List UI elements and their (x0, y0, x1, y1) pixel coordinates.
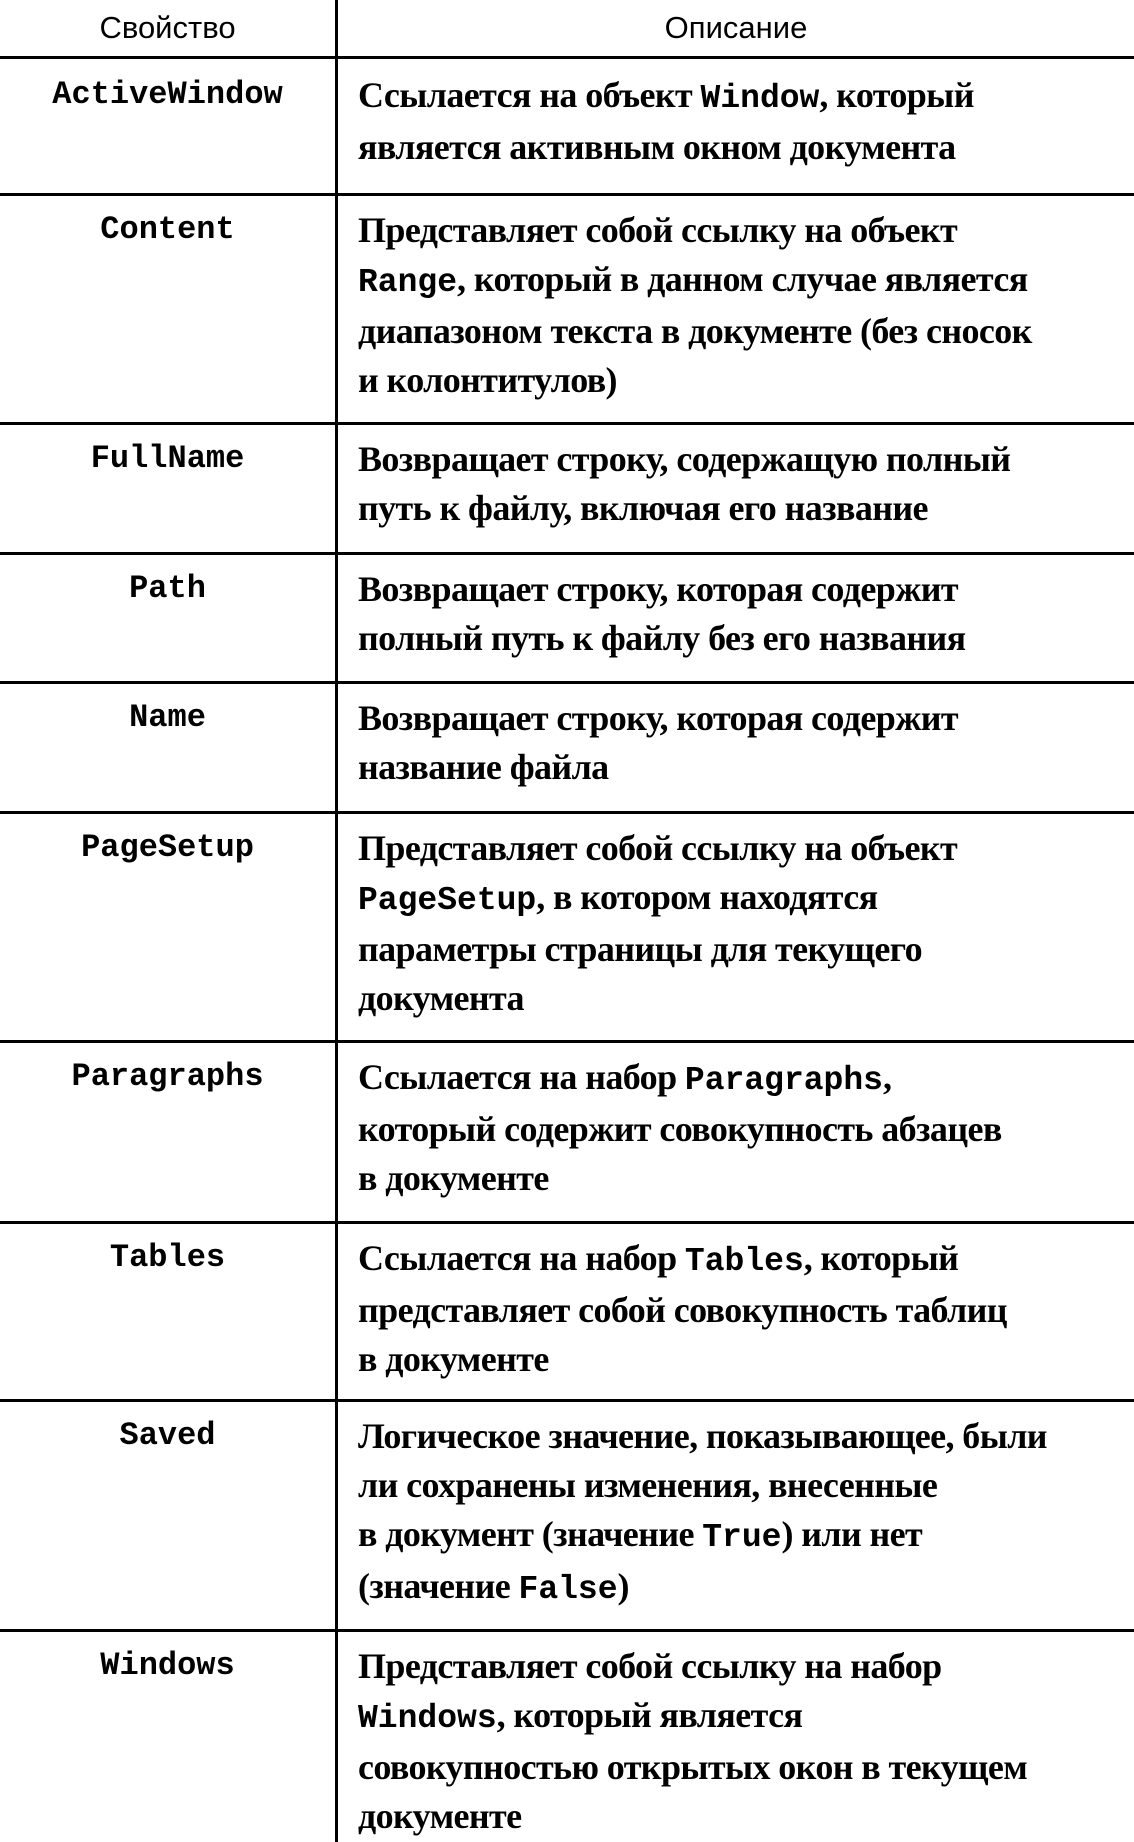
property-description (358, 206, 1128, 405)
description-text: Представляет собой ссылку на набор (358, 1646, 942, 1686)
description-line (358, 255, 1128, 307)
property-description (358, 824, 1128, 1023)
description-text: Ссылается на набор (358, 1238, 685, 1278)
description-line (358, 925, 1128, 974)
description-text: Представляет собой ссылку на объект (358, 828, 958, 868)
description-line (358, 1412, 1128, 1461)
description-line (358, 123, 1128, 172)
property-description (358, 71, 1128, 172)
description-line (358, 356, 1128, 405)
code-term: Tables (684, 1243, 804, 1280)
description-line (358, 1154, 1128, 1203)
description-text: который содержит совокупность абзацев (358, 1109, 1002, 1149)
property-description (358, 1412, 1128, 1614)
description-text: Возвращает строку, которая содержит (358, 569, 958, 609)
description-line (358, 1562, 1128, 1614)
table-row (0, 59, 1134, 194)
code-term: Range (358, 264, 458, 301)
description-line (358, 1691, 1128, 1743)
description-text: , (882, 1057, 892, 1097)
table-row (0, 423, 1134, 553)
description-line (358, 307, 1128, 356)
property-name: FullName (90, 440, 245, 477)
description-line (358, 71, 1128, 123)
description-line (358, 1335, 1128, 1384)
description-text: ) или нет (781, 1514, 923, 1554)
description-text: Возвращает строку, которая содержит (358, 698, 958, 738)
description-text: Логическое значение, показывающее, были (358, 1416, 1047, 1456)
description-text: документа (358, 978, 524, 1018)
description-text: документе (358, 1796, 522, 1836)
description-text: ) (617, 1566, 629, 1606)
table-row (0, 682, 1134, 812)
table-row (0, 553, 1134, 682)
description-text: (значение (358, 1566, 519, 1606)
description-line (358, 1234, 1128, 1286)
description-line (358, 614, 1128, 663)
property-description (358, 1234, 1128, 1384)
description-text: является активным окном документа (358, 127, 956, 167)
description-text: в документе (358, 1158, 549, 1198)
description-line (358, 1105, 1128, 1154)
description-line (358, 1461, 1128, 1510)
description-line (358, 694, 1128, 743)
property-description (358, 1642, 1128, 1841)
description-line (358, 484, 1128, 533)
property-name: Content (100, 211, 235, 248)
property-name: Paragraphs (71, 1058, 264, 1095)
description-line (358, 824, 1128, 873)
description-line (358, 435, 1128, 484)
property-description (358, 694, 1128, 792)
description-line (358, 974, 1128, 1023)
description-text: , который является (496, 1695, 803, 1735)
description-text: Ссылается на объект (358, 75, 701, 115)
table-row (0, 1400, 1134, 1630)
description-text: и колонтитулов) (358, 360, 617, 400)
header-property: Свойство (99, 10, 236, 45)
table-row (0, 194, 1134, 423)
description-line (358, 206, 1128, 255)
description-text: , который (819, 75, 974, 115)
property-name: Tables (109, 1239, 226, 1276)
code-term: Windows (358, 1700, 497, 1737)
table-row (0, 1222, 1134, 1400)
description-text: диапазоном текста в документе (без сносок (358, 311, 1032, 351)
description-text: в документ (значение (358, 1514, 703, 1554)
property-description (358, 1053, 1128, 1203)
description-line (358, 565, 1128, 614)
property-name: Name (129, 699, 206, 736)
property-name: ActiveWindow (52, 76, 283, 113)
description-text: Возвращает строку, содержащую полный (358, 439, 1011, 479)
description-line (358, 1743, 1128, 1792)
description-line (358, 1510, 1128, 1562)
description-text: представляет собой совокупность таблиц (358, 1290, 1007, 1330)
description-text: совокупностью открытых окон в текущем (358, 1747, 1028, 1787)
property-name: Saved (119, 1417, 216, 1454)
table-row (0, 1041, 1134, 1222)
header-description: Описание (664, 10, 808, 45)
description-line (358, 1642, 1128, 1691)
description-line (358, 873, 1128, 925)
code-term: PageSetup (358, 882, 537, 919)
table-header (0, 0, 1134, 56)
description-text: в документе (358, 1339, 549, 1379)
code-term: Window (700, 80, 820, 117)
description-text: , который в данном случае является (457, 259, 1028, 299)
code-term: True (702, 1519, 782, 1556)
description-text: , в котором находятся (536, 877, 878, 917)
property-name: Windows (100, 1647, 235, 1684)
description-text: путь к файлу, включая его название (358, 488, 928, 528)
description-text: Ссылается на набор (358, 1057, 685, 1097)
property-name: Path (129, 570, 206, 607)
property-description (358, 565, 1128, 663)
description-text: , который (803, 1238, 959, 1278)
column-divider (335, 0, 338, 1842)
description-line (358, 1286, 1128, 1335)
description-text: параметры страницы для текущего (358, 929, 922, 969)
table-row (0, 1630, 1134, 1842)
description-line (358, 743, 1128, 792)
description-line (358, 1053, 1128, 1105)
property-description (358, 435, 1128, 533)
code-term: False (518, 1571, 618, 1608)
description-text: название файла (358, 747, 609, 787)
property-name: PageSetup (81, 829, 254, 866)
description-text: Представляет собой ссылку на объект (358, 210, 958, 250)
description-line (358, 1792, 1128, 1841)
code-term: Paragraphs (684, 1062, 883, 1099)
description-text: ли сохранены изменения, внесенные (358, 1465, 938, 1505)
description-text: полный путь к файлу без его названия (358, 618, 966, 658)
table-row (0, 812, 1134, 1041)
